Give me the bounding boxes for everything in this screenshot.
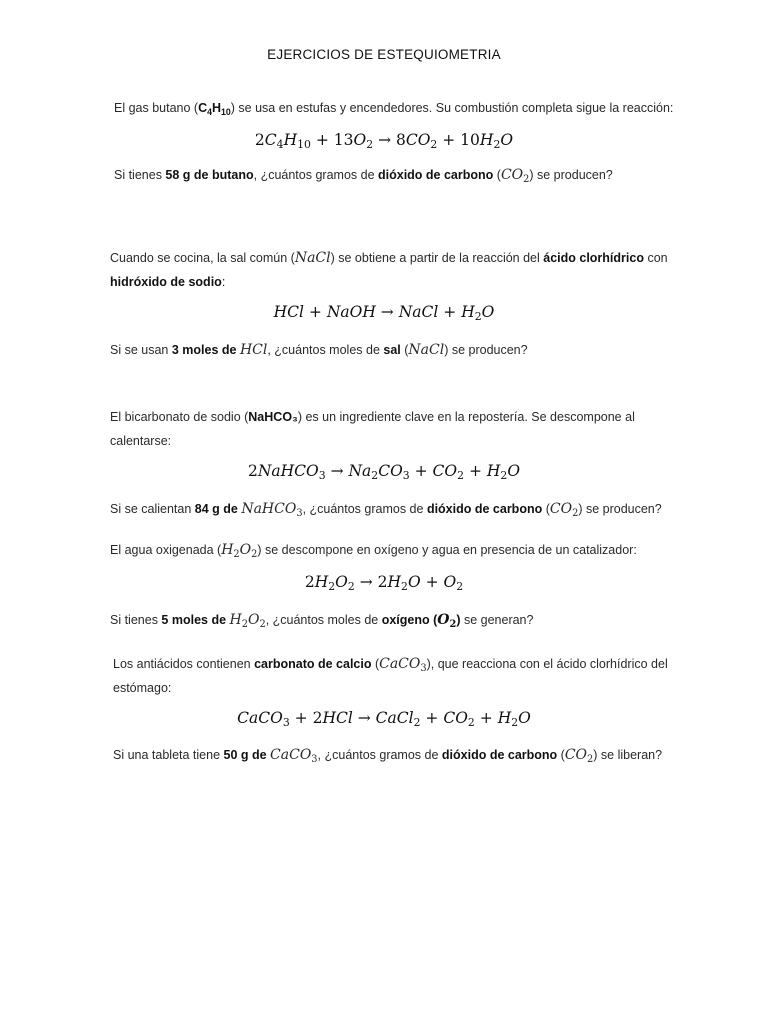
exercise-2-intro-line1: Cuando se cocina, la sal común (NaCl) se obtiene a partir de la reacción del ácido clorhídrico con <box>110 250 668 266</box>
exercise-3-question: Si se calientan 84 g de NaHCO$_3$, ¿cuántos gramos de dióxido de carbono $(CO_2)$ se producen? <box>110 501 662 519</box>
exercise-1-intro: El gas butano $(C_4H_{10})$ se usa en estufas y encendedores. Su combustión completa sigue la reacción: <box>114 101 674 117</box>
exercise-2-intro-line2: hidróxido de sodio: <box>110 275 226 289</box>
exercise-3-intro-line2: calentarse: <box>110 434 172 448</box>
exercise-5-intro-line2: estómago: <box>113 681 172 695</box>
exercise-4-equation: $2H_2O_2 \to 2H_2O + O_2$ <box>304 573 464 593</box>
exercise-5-equation: CaCO$_3$ + 2HCl → CaCl$_2$ + $CO_2 + H_2O$ <box>237 709 531 729</box>
exercise-2-question: Si se usan 3 moles de HCl, ¿cuántos moles de sal (NaCl) se producen? <box>110 342 528 358</box>
exercise-5-question: Si una tableta tiene 50 g de CaCO$_3$, ¿cuántos gramos de dióxido de carbono $(CO_2)$ se liberan? <box>113 747 663 765</box>
exercise-3-intro-line1: El bicarbonato de sodio (NaHCO₃) es un ingrediente clave en la repostería. Se descompone al <box>110 410 635 424</box>
exercise-1-question: Si tienes 58 g de butano, ¿cuántos gramos de dióxido de carbono $(CO_2)$ se producen? <box>114 167 613 185</box>
exercise-2-equation: HCl + NaOH → NaCl + $H_2O$ <box>273 303 495 323</box>
exercise-5-intro-line1: Los antiácidos contienen carbonato de calcio (CaCO$_3$), que reacciona con el ácido clorhídrico del <box>113 656 668 674</box>
exercise-4-question: Si tienes 5 moles de $H_2O_2$, ¿cuántos moles de oxígeno $(O_2)$ se generan? <box>110 612 534 630</box>
document-title: EJERCICIOS DE ESTEQUIOMETRIA <box>267 47 501 62</box>
exercise-4-intro: El agua oxigenada $(H_2O_2)$ se descompone en oxígeno y agua en presencia de un catalizador: <box>110 542 637 560</box>
exercise-3-equation: 2NaHCO$_3$ → $Na_2CO_3 + CO_2 + H_2O$ <box>247 462 521 482</box>
exercise-1-equation: $2C_4H_{10} + 13O_2 \to 8CO_2 + 10H_2O$ <box>254 131 514 151</box>
